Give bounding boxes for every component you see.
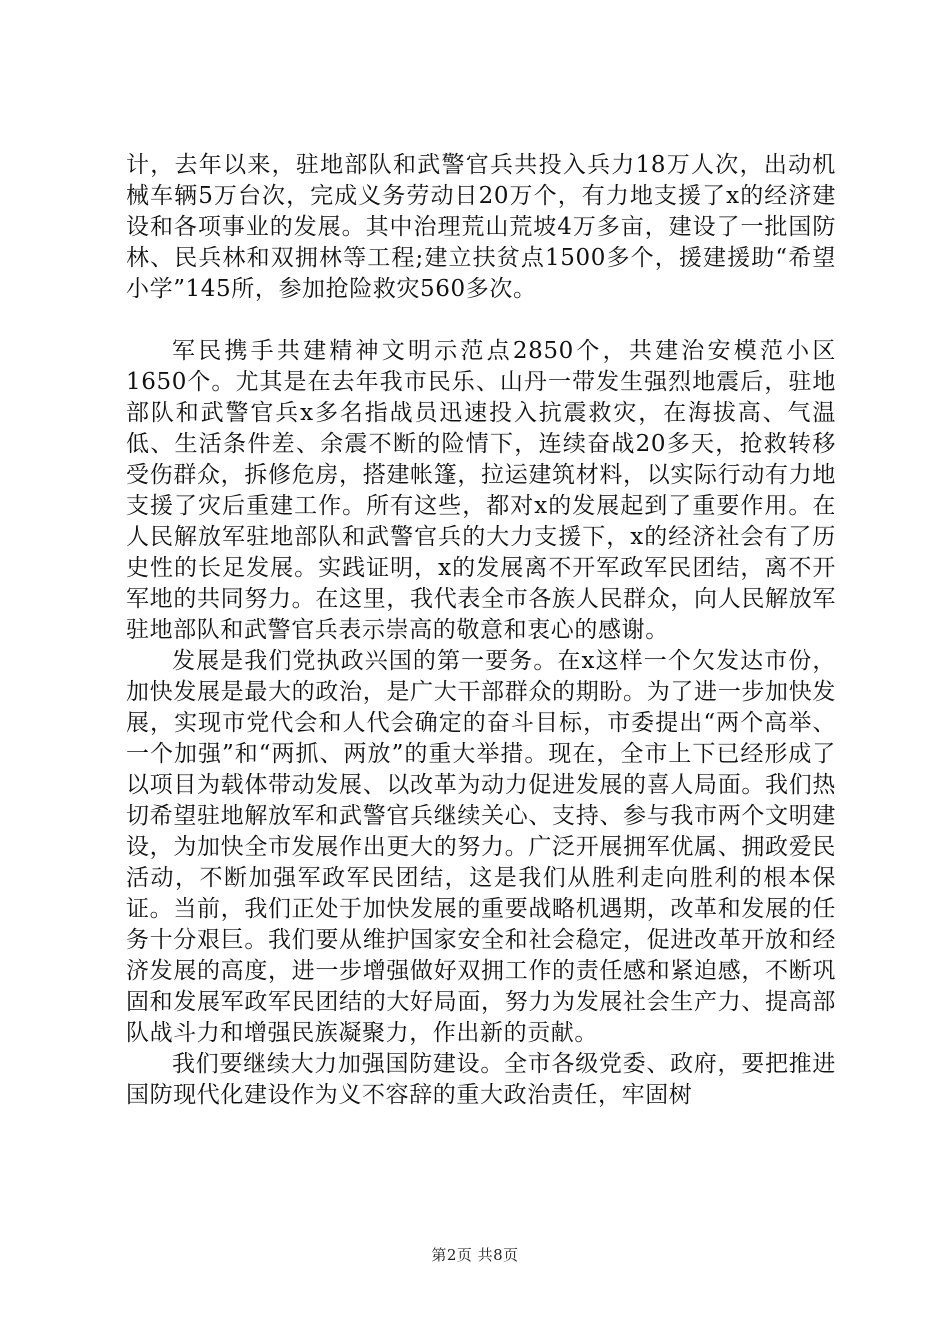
paragraph-1: 计，去年以来，驻地部队和武警官兵共投入兵力18万人次，出动机械车辆5万台次，完成义务劳动日20万个，有力地支援了x的经济建设和各项事业的发展。其中治理荒山荒坡4万多亩，建设了一批国防林、民兵林和双拥林等工程;建立扶贫点1500多个，援建援助“希望小学”145所，参加抢险救灾560多次。 (126, 152, 836, 302)
paragraph-4: 我们要继续大力加强国防建设。全市各级党委、政府，要把推进国防现代化建设作为义不容辞的重大政治责任，牢固树 (126, 1051, 836, 1108)
paragraph-gap (126, 305, 836, 336)
document-body (126, 150, 836, 1111)
paragraph-3: 发展是我们党执政兴国的第一要务。在x这样一个欠发达市份，加快发展是最大的政治，是广大干部群众的期盼。为了进一步加快发展，实现市党代会和人代会确定的奋斗目标，市委提出“两个高举、一个加强”和“两抓、两放”的重大举措。现在，全市上下已经形成了以项目为载体带动发展、以改革为动力促进发展的喜人局面。我们热切希望驻地解放军和武警官兵继续关心、支持、参与我市两个文明建设，为加快全市发展作出更大的努力。广泛开展拥军优属、拥政爱民活动，不断加强军政军民团结，这是我们从胜利走向胜利的根本保证。当前，我们正处于加快发展的重要战略机遇期，改革和发展的任务十分艰巨。我们要从维护国家安全和社会稳定，促进改革开放和经济发展的高度，进一步增强做好双拥工作的责任感和紧迫感，不断巩固和发展军政军民团结的大好局面，努力为发展社会生产力、提高部队战斗力和增强民族凝聚力，作出新的贡献。 (126, 648, 836, 1046)
paragraph-2: 军民携手共建精神文明示范点2850个，共建治安模范小区1650个。尤其是在去年我市民乐、山丹一带发生强烈地震后，驻地部队和武警官兵x多名指战员迅速投入抗震救灾，在海拔高、气温低、生活条件差、余震不断的险情下，连续奋战20多天，抢救转移受伤群众，拆修危房，搭建帐篷，拉运建筑材料，以实际行动有力地支援了灾后重建工作。所有这些，都对x的发展起到了重要作用。在人民解放军驻地部队和武警官兵的大力支援下，x的经济社会有了历史性的长足发展。实践证明，x的发展离不开军政军民团结，离不开军地的共同努力。在这里，我代表全市各族人民群众，向人民解放军驻地部队和武警官兵表示崇高的敬意和衷心的感谢。 (126, 338, 836, 643)
page-footer: 第2页 共8页 (431, 1246, 519, 1264)
